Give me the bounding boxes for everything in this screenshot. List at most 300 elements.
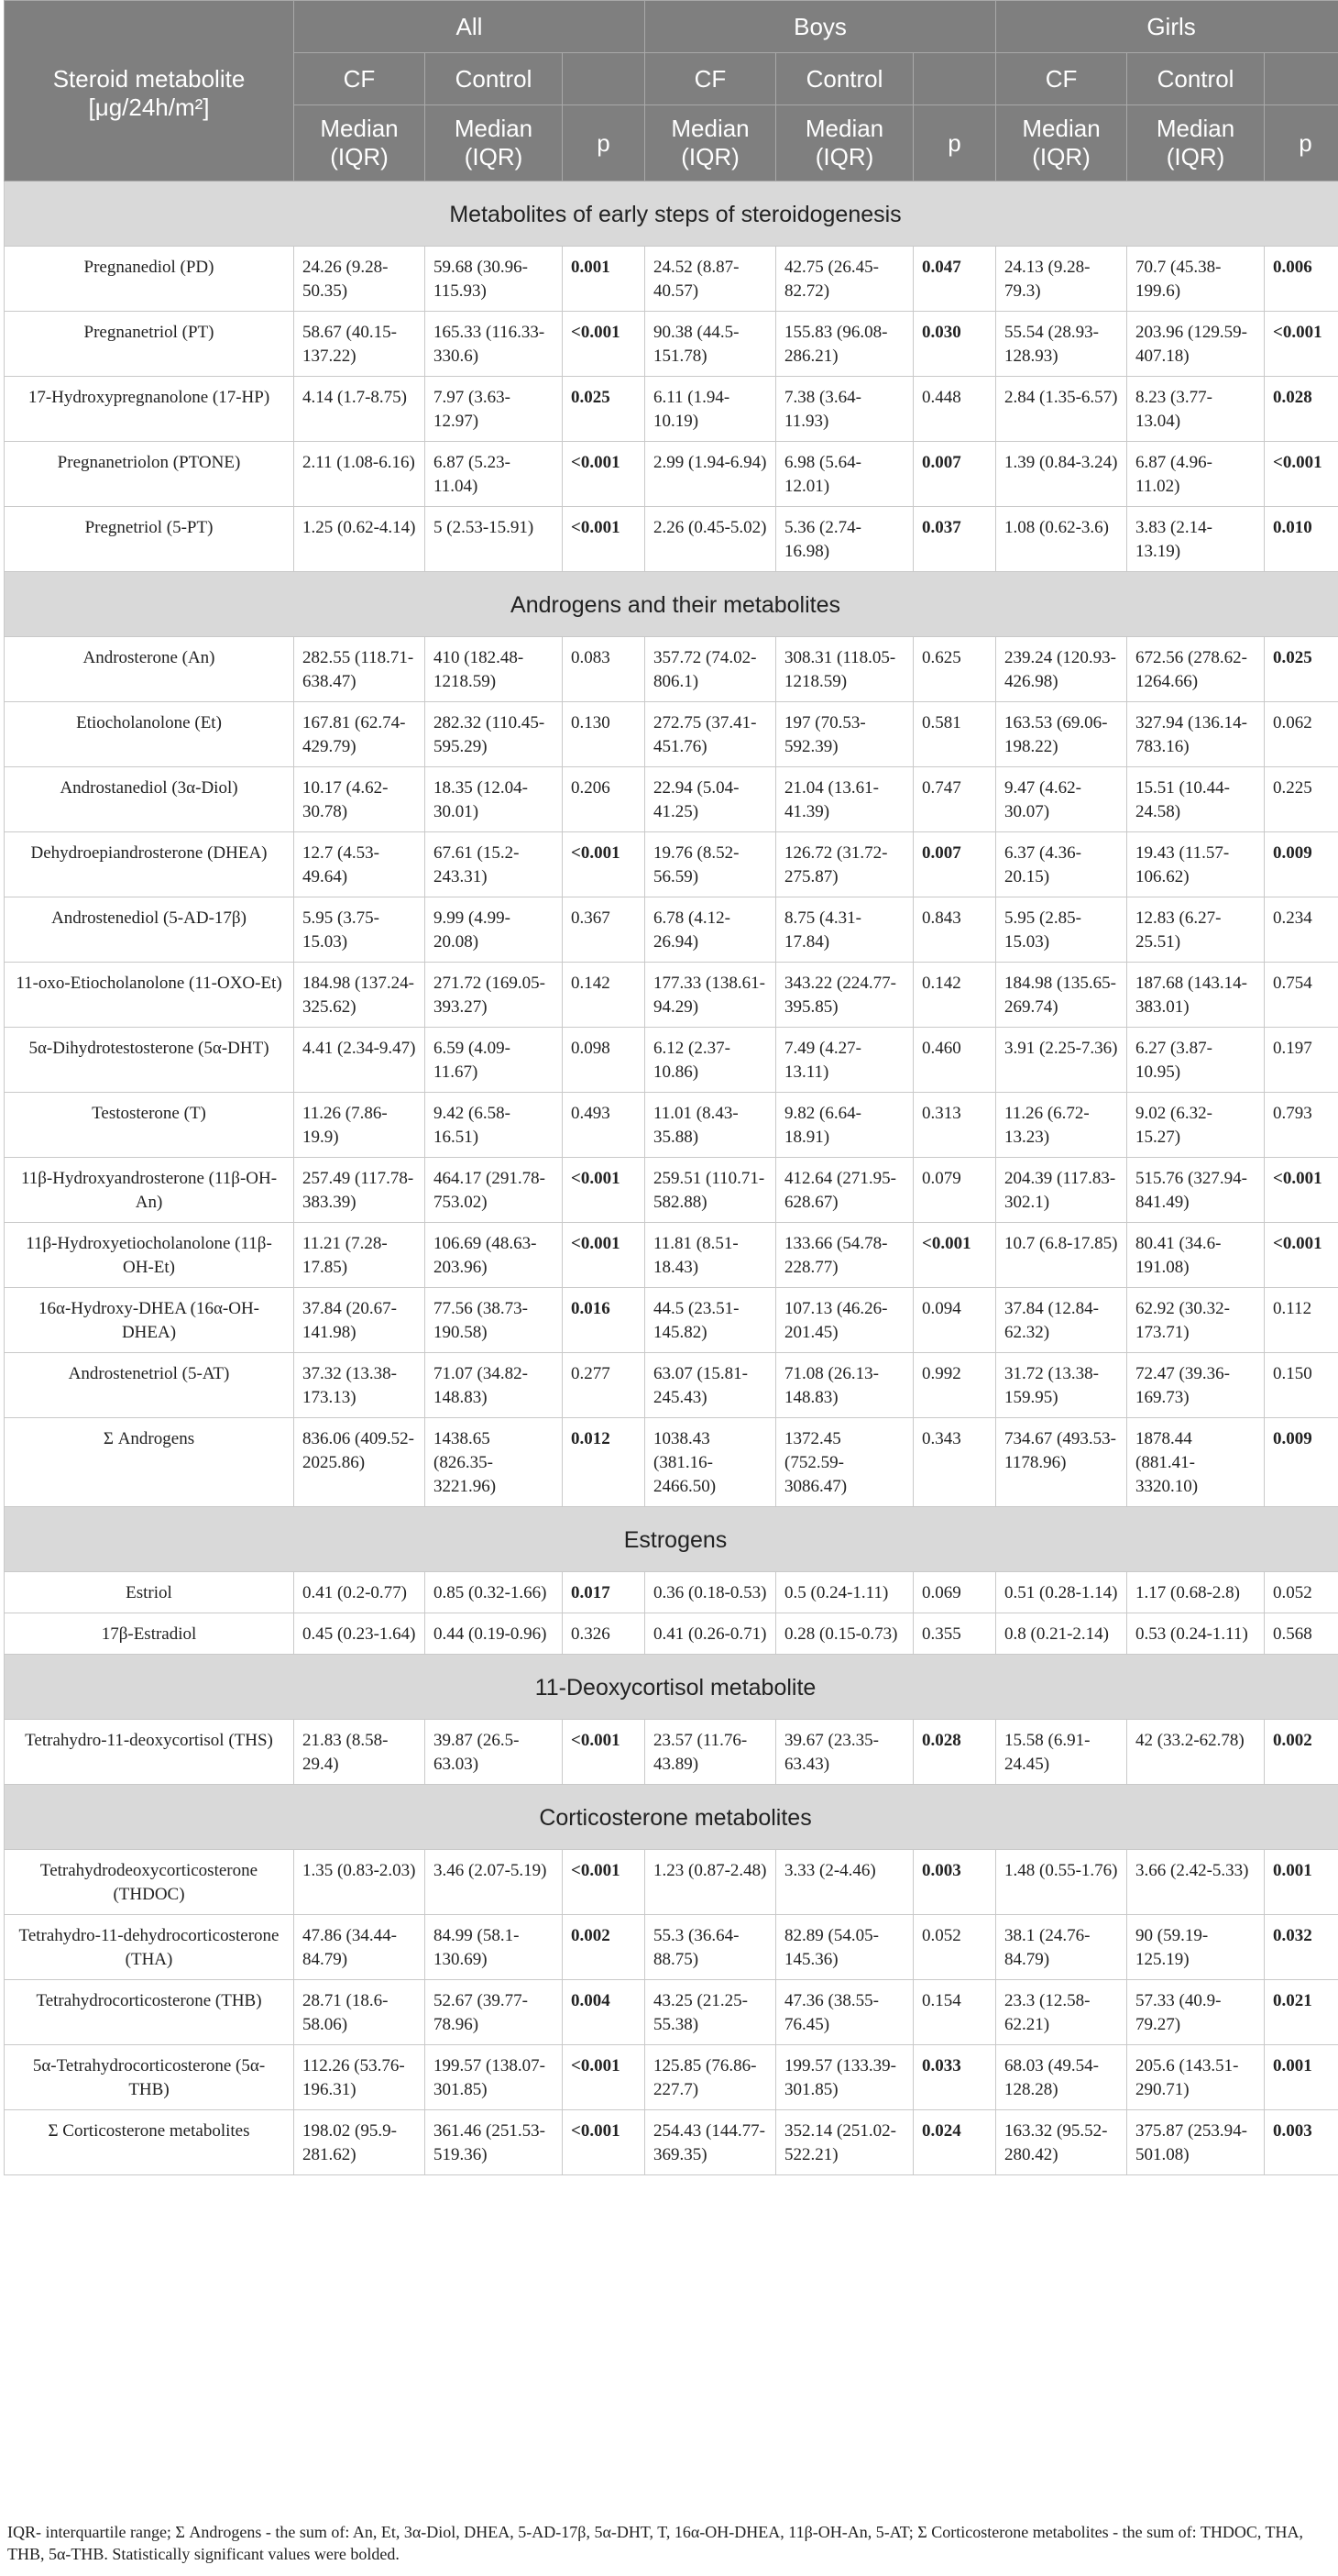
- median-iqr-all-cf: 1.35 (0.83-2.03): [294, 1850, 425, 1915]
- metabolite-name: Σ Corticosterone metabolites: [5, 2110, 294, 2175]
- median-iqr-girls-cf: 1.08 (0.62-3.6): [996, 507, 1127, 572]
- median-iqr-boys-cf: 19.76 (8.52-56.59): [645, 832, 776, 897]
- p-value-girls: 0.010: [1265, 507, 1338, 572]
- median-iqr-all-control: 6.59 (4.09-11.67): [425, 1028, 563, 1093]
- median-iqr-all-control: 464.17 (291.78-753.02): [425, 1158, 563, 1223]
- p-value-all: 0.004: [563, 1980, 645, 2045]
- p-value-all: 0.367: [563, 897, 645, 963]
- median-iqr-girls-cf: 23.3 (12.58-62.21): [996, 1980, 1127, 2045]
- median-iqr-all-control: 71.07 (34.82-148.83): [425, 1353, 563, 1418]
- metabolite-name: 17-Hydroxypregnanolone (17-HP): [5, 377, 294, 442]
- median-iqr-all-cf: 257.49 (117.78-383.39): [294, 1158, 425, 1223]
- median-iqr-all-cf: 58.67 (40.15-137.22): [294, 312, 425, 377]
- group-girls: Girls: [996, 1, 1338, 53]
- median-iqr-all-cf: 37.32 (13.38-173.13): [294, 1353, 425, 1418]
- median-iqr-girls-control: 1.17 (0.68-2.8): [1127, 1572, 1265, 1613]
- section-row: [5, 1785, 1338, 1850]
- table-row: [5, 1915, 1338, 1980]
- median-iqr-boys-control: 126.72 (31.72-275.87): [776, 832, 914, 897]
- median-iqr-boys-control: 7.49 (4.27-13.11): [776, 1028, 914, 1093]
- table-row: [5, 963, 1338, 1028]
- p-value-girls: 0.006: [1265, 247, 1338, 312]
- subgroup-blank: [914, 53, 996, 105]
- median-iqr-boys-control: 71.08 (26.13-148.83): [776, 1353, 914, 1418]
- median-iqr-boys-control: 133.66 (54.78-228.77): [776, 1223, 914, 1288]
- stat-label: Median (IQR): [996, 105, 1127, 182]
- median-iqr-girls-cf: 163.32 (95.52-280.42): [996, 2110, 1127, 2175]
- group-all: All: [294, 1, 645, 53]
- median-iqr-boys-control: 21.04 (13.61-41.39): [776, 767, 914, 832]
- median-iqr-boys-control: 155.83 (96.08-286.21): [776, 312, 914, 377]
- median-iqr-boys-cf: 1.23 (0.87-2.48): [645, 1850, 776, 1915]
- p-value-boys: 0.094: [914, 1288, 996, 1353]
- median-iqr-girls-cf: 24.13 (9.28-79.3): [996, 247, 1127, 312]
- median-iqr-girls-cf: 1.39 (0.84-3.24): [996, 442, 1127, 507]
- median-iqr-boys-cf: 6.78 (4.12-26.94): [645, 897, 776, 963]
- median-iqr-boys-control: 8.75 (4.31-17.84): [776, 897, 914, 963]
- p-value-girls: 0.568: [1265, 1613, 1338, 1655]
- median-iqr-girls-control: 19.43 (11.57-106.62): [1127, 832, 1265, 897]
- median-iqr-boys-control: 9.82 (6.64-18.91): [776, 1093, 914, 1158]
- median-iqr-girls-control: 90 (59.19-125.19): [1127, 1915, 1265, 1980]
- p-value-all: 0.277: [563, 1353, 645, 1418]
- metabolite-name: 5α-Tetrahydrocorticosterone (5α-THB): [5, 2045, 294, 2110]
- median-iqr-boys-cf: 11.81 (8.51-18.43): [645, 1223, 776, 1288]
- median-iqr-girls-cf: 15.58 (6.91-24.45): [996, 1720, 1127, 1785]
- median-iqr-boys-cf: 24.52 (8.87-40.57): [645, 247, 776, 312]
- median-iqr-girls-cf: 5.95 (2.85-15.03): [996, 897, 1127, 963]
- metabolite-name: Androstenediol (5-AD-17β): [5, 897, 294, 963]
- section-title: 11-Deoxycortisol metabolite: [5, 1655, 1338, 1720]
- table-row: [5, 832, 1338, 897]
- metabolite-name: Pregnanetriol (PT): [5, 312, 294, 377]
- median-iqr-girls-cf: 204.39 (117.83-302.1): [996, 1158, 1127, 1223]
- metabolite-name: Pregnetriol (5-PT): [5, 507, 294, 572]
- header-title: Steroid metabolite: [52, 65, 246, 93]
- table-row: [5, 442, 1338, 507]
- median-iqr-girls-control: 80.41 (34.6-191.08): [1127, 1223, 1265, 1288]
- median-iqr-all-cf: 282.55 (118.71-638.47): [294, 637, 425, 702]
- median-iqr-girls-control: 1878.44 (881.41-3320.10): [1127, 1418, 1265, 1507]
- median-iqr-boys-cf: 90.38 (44.5-151.78): [645, 312, 776, 377]
- median-iqr-girls-control: 12.83 (6.27-25.51): [1127, 897, 1265, 963]
- p-value-all: 0.017: [563, 1572, 645, 1613]
- p-value-boys: 0.448: [914, 377, 996, 442]
- median-iqr-boys-cf: 0.41 (0.26-0.71): [645, 1613, 776, 1655]
- median-iqr-girls-cf: 6.37 (4.36-20.15): [996, 832, 1127, 897]
- p-label: p: [914, 105, 996, 182]
- median-iqr-girls-control: 3.66 (2.42-5.33): [1127, 1850, 1265, 1915]
- median-iqr-girls-cf: 31.72 (13.38-159.95): [996, 1353, 1127, 1418]
- median-iqr-all-control: 410 (182.48-1218.59): [425, 637, 563, 702]
- median-iqr-boys-cf: 259.51 (110.71-582.88): [645, 1158, 776, 1223]
- median-iqr-boys-cf: 1038.43 (381.16-2466.50): [645, 1418, 776, 1507]
- median-iqr-boys-cf: 2.99 (1.94-6.94): [645, 442, 776, 507]
- median-iqr-all-cf: 167.81 (62.74-429.79): [294, 702, 425, 767]
- median-iqr-all-control: 5 (2.53-15.91): [425, 507, 563, 572]
- p-value-girls: 0.003: [1265, 2110, 1338, 2175]
- median-iqr-girls-control: 62.92 (30.32-173.71): [1127, 1288, 1265, 1353]
- header-unit: [μg/24h/m²]: [88, 94, 210, 121]
- median-iqr-all-cf: 1.25 (0.62-4.14): [294, 507, 425, 572]
- median-iqr-all-control: 7.97 (3.63-12.97): [425, 377, 563, 442]
- p-value-all: <0.001: [563, 2110, 645, 2175]
- p-value-boys: 0.052: [914, 1915, 996, 1980]
- p-value-boys: 0.460: [914, 1028, 996, 1093]
- median-iqr-boys-control: 7.38 (3.64-11.93): [776, 377, 914, 442]
- table-row: [5, 507, 1338, 572]
- p-value-all: <0.001: [563, 442, 645, 507]
- p-value-girls: 0.021: [1265, 1980, 1338, 2045]
- p-value-all: <0.001: [563, 832, 645, 897]
- median-iqr-all-cf: 5.95 (3.75-15.03): [294, 897, 425, 963]
- stat-label: Median (IQR): [425, 105, 563, 182]
- median-iqr-all-control: 39.87 (26.5-63.03): [425, 1720, 563, 1785]
- median-iqr-all-cf: 198.02 (95.9-281.62): [294, 2110, 425, 2175]
- median-iqr-boys-control: 308.31 (118.05-1218.59): [776, 637, 914, 702]
- p-value-all: 0.016: [563, 1288, 645, 1353]
- p-value-all: 0.142: [563, 963, 645, 1028]
- stat-label: Median (IQR): [645, 105, 776, 182]
- p-value-boys: 0.581: [914, 702, 996, 767]
- section-title: Corticosterone metabolites: [5, 1785, 1338, 1850]
- median-iqr-all-cf: 21.83 (8.58-29.4): [294, 1720, 425, 1785]
- p-value-boys: 0.030: [914, 312, 996, 377]
- median-iqr-all-control: 271.72 (169.05-393.27): [425, 963, 563, 1028]
- median-iqr-girls-cf: 38.1 (24.76-84.79): [996, 1915, 1127, 1980]
- table-row: [5, 897, 1338, 963]
- median-iqr-girls-control: 203.96 (129.59-407.18): [1127, 312, 1265, 377]
- metabolite-name: 16α-Hydroxy-DHEA (16α-OH-DHEA): [5, 1288, 294, 1353]
- table-row: [5, 1980, 1338, 2045]
- median-iqr-all-control: 282.32 (110.45-595.29): [425, 702, 563, 767]
- subgroup-cf: CF: [294, 53, 425, 105]
- p-value-boys: 0.079: [914, 1158, 996, 1223]
- metabolite-name: 11-oxo-Etiocholanolone (11-OXO-Et): [5, 963, 294, 1028]
- median-iqr-all-cf: 47.86 (34.44-84.79): [294, 1915, 425, 1980]
- p-label: p: [563, 105, 645, 182]
- median-iqr-all-control: 165.33 (116.33-330.6): [425, 312, 563, 377]
- median-iqr-girls-control: 0.53 (0.24-1.11): [1127, 1613, 1265, 1655]
- median-iqr-all-control: 0.44 (0.19-0.96): [425, 1613, 563, 1655]
- median-iqr-boys-cf: 44.5 (23.51-145.82): [645, 1288, 776, 1353]
- median-iqr-girls-cf: 0.51 (0.28-1.14): [996, 1572, 1127, 1613]
- metabolite-name: Pregnanediol (PD): [5, 247, 294, 312]
- median-iqr-boys-cf: 6.12 (2.37-10.86): [645, 1028, 776, 1093]
- subgroup-blank: [1265, 53, 1338, 105]
- metabolite-name: Etiocholanolone (Et): [5, 702, 294, 767]
- steroid-metabolite-table: [4, 0, 1338, 2175]
- median-iqr-boys-cf: 23.57 (11.76-43.89): [645, 1720, 776, 1785]
- median-iqr-girls-control: 6.87 (4.96-11.02): [1127, 442, 1265, 507]
- p-value-girls: <0.001: [1265, 1223, 1338, 1288]
- stat-label: Median (IQR): [294, 105, 425, 182]
- median-iqr-all-cf: 836.06 (409.52-2025.86): [294, 1418, 425, 1507]
- median-iqr-girls-cf: 1.48 (0.55-1.76): [996, 1850, 1127, 1915]
- p-value-all: <0.001: [563, 1223, 645, 1288]
- median-iqr-boys-cf: 357.72 (74.02-806.1): [645, 637, 776, 702]
- section-title: Metabolites of early steps of steroidogenesis: [5, 182, 1338, 247]
- stat-label: Median (IQR): [1127, 105, 1265, 182]
- median-iqr-girls-control: 57.33 (40.9-79.27): [1127, 1980, 1265, 2045]
- metabolite-name: Tetrahydrocorticosterone (THB): [5, 1980, 294, 2045]
- median-iqr-all-control: 9.99 (4.99-20.08): [425, 897, 563, 963]
- metabolite-name: 11β-Hydroxyetiocholanolone (11β-OH-Et): [5, 1223, 294, 1288]
- median-iqr-girls-control: 70.7 (45.38-199.6): [1127, 247, 1265, 312]
- median-iqr-girls-cf: 10.7 (6.8-17.85): [996, 1223, 1127, 1288]
- median-iqr-all-control: 0.85 (0.32-1.66): [425, 1572, 563, 1613]
- metabolite-name: Androsterone (An): [5, 637, 294, 702]
- p-value-girls: 0.009: [1265, 1418, 1338, 1507]
- p-value-girls: 0.754: [1265, 963, 1338, 1028]
- p-value-girls: 0.112: [1265, 1288, 1338, 1353]
- median-iqr-all-cf: 2.11 (1.08-6.16): [294, 442, 425, 507]
- table-row: [5, 312, 1338, 377]
- median-iqr-boys-control: 0.5 (0.24-1.11): [776, 1572, 914, 1613]
- metabolite-name: Androstanediol (3α-Diol): [5, 767, 294, 832]
- metabolite-name: 11β-Hydroxyandrosterone (11β-OH-An): [5, 1158, 294, 1223]
- median-iqr-boys-control: 3.33 (2-4.46): [776, 1850, 914, 1915]
- median-iqr-all-cf: 4.41 (2.34-9.47): [294, 1028, 425, 1093]
- table-footnote: IQR- interquartile range; Σ Androgens - the sum of: An, Et, 3α-Diol, DHEA, 5-AD-17β, 5α-DHT, T, 16α-OH-DHEA, 11β-OH-An, 5-AT; Σ Corticosterone metabolites - the sum of: THDOC, THA, THB, 5α-THB. Statistically significant values were bolded.: [7, 2523, 1303, 2563]
- p-value-all: <0.001: [563, 507, 645, 572]
- section-row: [5, 1655, 1338, 1720]
- table-row: [5, 1028, 1338, 1093]
- p-value-all: 0.098: [563, 1028, 645, 1093]
- subgroup-blank: [563, 53, 645, 105]
- section-title: Estrogens: [5, 1507, 1338, 1572]
- metabolite-name: Estriol: [5, 1572, 294, 1613]
- median-iqr-girls-cf: 734.67 (493.53-1178.96): [996, 1418, 1127, 1507]
- median-iqr-all-control: 3.46 (2.07-5.19): [425, 1850, 563, 1915]
- median-iqr-boys-cf: 43.25 (21.25-55.38): [645, 1980, 776, 2045]
- p-value-all: <0.001: [563, 1850, 645, 1915]
- p-value-all: <0.001: [563, 1720, 645, 1785]
- median-iqr-girls-cf: 37.84 (12.84-62.32): [996, 1288, 1127, 1353]
- median-iqr-boys-cf: 272.75 (37.41-451.76): [645, 702, 776, 767]
- median-iqr-boys-control: 199.57 (133.39-301.85): [776, 2045, 914, 2110]
- table-row: [5, 1353, 1338, 1418]
- median-iqr-girls-cf: 11.26 (6.72-13.23): [996, 1093, 1127, 1158]
- median-iqr-all-cf: 0.41 (0.2-0.77): [294, 1572, 425, 1613]
- table-row: [5, 1288, 1338, 1353]
- p-value-boys: 0.069: [914, 1572, 996, 1613]
- p-value-girls: 0.793: [1265, 1093, 1338, 1158]
- p-value-boys: 0.028: [914, 1720, 996, 1785]
- subgroup-cf: CF: [645, 53, 776, 105]
- median-iqr-girls-cf: 0.8 (0.21-2.14): [996, 1613, 1127, 1655]
- table-row: [5, 1572, 1338, 1613]
- median-iqr-all-control: 361.46 (251.53-519.36): [425, 2110, 563, 2175]
- median-iqr-all-control: 77.56 (38.73-190.58): [425, 1288, 563, 1353]
- p-value-boys: 0.003: [914, 1850, 996, 1915]
- p-value-girls: 0.001: [1265, 2045, 1338, 2110]
- p-value-all: <0.001: [563, 2045, 645, 2110]
- p-value-all: 0.012: [563, 1418, 645, 1507]
- median-iqr-boys-cf: 6.11 (1.94-10.19): [645, 377, 776, 442]
- median-iqr-all-control: 9.42 (6.58-16.51): [425, 1093, 563, 1158]
- table-row: [5, 767, 1338, 832]
- metabolite-name: Dehydroepiandrosterone (DHEA): [5, 832, 294, 897]
- p-value-all: 0.025: [563, 377, 645, 442]
- median-iqr-boys-control: 1372.45 (752.59-3086.47): [776, 1418, 914, 1507]
- p-value-boys: 0.154: [914, 1980, 996, 2045]
- table-row: [5, 1093, 1338, 1158]
- median-iqr-boys-control: 343.22 (224.77-395.85): [776, 963, 914, 1028]
- metabolite-name: Σ Androgens: [5, 1418, 294, 1507]
- median-iqr-all-control: 106.69 (48.63-203.96): [425, 1223, 563, 1288]
- median-iqr-boys-cf: 254.43 (144.77-369.35): [645, 2110, 776, 2175]
- median-iqr-all-control: 67.61 (15.2-243.31): [425, 832, 563, 897]
- median-iqr-all-control: 6.87 (5.23-11.04): [425, 442, 563, 507]
- median-iqr-boys-cf: 63.07 (15.81-245.43): [645, 1353, 776, 1418]
- p-value-all: 0.002: [563, 1915, 645, 1980]
- section-title: Androgens and their metabolites: [5, 572, 1338, 637]
- p-value-girls: 0.062: [1265, 702, 1338, 767]
- section-row: [5, 1507, 1338, 1572]
- p-label: p: [1265, 105, 1338, 182]
- median-iqr-boys-cf: 177.33 (138.61-94.29): [645, 963, 776, 1028]
- median-iqr-boys-control: 47.36 (38.55-76.45): [776, 1980, 914, 2045]
- median-iqr-girls-cf: 55.54 (28.93-128.93): [996, 312, 1127, 377]
- median-iqr-girls-control: 3.83 (2.14-13.19): [1127, 507, 1265, 572]
- median-iqr-all-cf: 28.71 (18.6-58.06): [294, 1980, 425, 2045]
- median-iqr-all-cf: 11.26 (7.86-19.9): [294, 1093, 425, 1158]
- header-corner: [5, 1, 294, 182]
- p-value-girls: 0.032: [1265, 1915, 1338, 1980]
- median-iqr-boys-control: 0.28 (0.15-0.73): [776, 1613, 914, 1655]
- p-value-all: 0.326: [563, 1613, 645, 1655]
- metabolite-name: Tetrahydro-11-dehydrocorticosterone (THA): [5, 1915, 294, 1980]
- metabolite-name: Tetrahydrodeoxycorticosterone (THDOC): [5, 1850, 294, 1915]
- median-iqr-girls-control: 327.94 (136.14-783.16): [1127, 702, 1265, 767]
- median-iqr-girls-cf: 3.91 (2.25-7.36): [996, 1028, 1127, 1093]
- p-value-girls: <0.001: [1265, 442, 1338, 507]
- median-iqr-girls-control: 9.02 (6.32-15.27): [1127, 1093, 1265, 1158]
- median-iqr-girls-control: 672.56 (278.62-1264.66): [1127, 637, 1265, 702]
- p-value-girls: 0.234: [1265, 897, 1338, 963]
- p-value-girls: 0.197: [1265, 1028, 1338, 1093]
- table-row: [5, 637, 1338, 702]
- median-iqr-girls-cf: 163.53 (69.06-198.22): [996, 702, 1127, 767]
- table-row: [5, 1720, 1338, 1785]
- p-value-boys: 0.037: [914, 507, 996, 572]
- p-value-girls: 0.009: [1265, 832, 1338, 897]
- median-iqr-girls-control: 15.51 (10.44-24.58): [1127, 767, 1265, 832]
- table-row: [5, 1850, 1338, 1915]
- metabolite-name: 5α-Dihydrotestosterone (5α-DHT): [5, 1028, 294, 1093]
- median-iqr-girls-control: 6.27 (3.87-10.95): [1127, 1028, 1265, 1093]
- median-iqr-boys-control: 412.64 (271.95-628.67): [776, 1158, 914, 1223]
- subgroup-cf: CF: [996, 53, 1127, 105]
- p-value-boys: 0.747: [914, 767, 996, 832]
- p-value-boys: <0.001: [914, 1223, 996, 1288]
- median-iqr-boys-control: 197 (70.53-592.39): [776, 702, 914, 767]
- p-value-boys: 0.007: [914, 832, 996, 897]
- median-iqr-all-control: 1438.65 (826.35-3221.96): [425, 1418, 563, 1507]
- p-value-girls: 0.052: [1265, 1572, 1338, 1613]
- metabolite-name: Androstenetriol (5-AT): [5, 1353, 294, 1418]
- median-iqr-boys-control: 352.14 (251.02-522.21): [776, 2110, 914, 2175]
- metabolite-name: 17β-Estradiol: [5, 1613, 294, 1655]
- median-iqr-all-control: 52.67 (39.77-78.96): [425, 1980, 563, 2045]
- median-iqr-boys-cf: 11.01 (8.43-35.88): [645, 1093, 776, 1158]
- p-value-boys: 0.843: [914, 897, 996, 963]
- table-body: [5, 182, 1338, 2175]
- table-row: [5, 247, 1338, 312]
- median-iqr-boys-control: 6.98 (5.64-12.01): [776, 442, 914, 507]
- stat-label: Median (IQR): [776, 105, 914, 182]
- p-value-girls: 0.028: [1265, 377, 1338, 442]
- p-value-all: 0.001: [563, 247, 645, 312]
- median-iqr-boys-control: 39.67 (23.35-63.43): [776, 1720, 914, 1785]
- median-iqr-boys-control: 107.13 (46.26-201.45): [776, 1288, 914, 1353]
- table-row: [5, 2045, 1338, 2110]
- p-value-girls: 0.002: [1265, 1720, 1338, 1785]
- median-iqr-girls-control: 72.47 (39.36-169.73): [1127, 1353, 1265, 1418]
- median-iqr-all-cf: 0.45 (0.23-1.64): [294, 1613, 425, 1655]
- median-iqr-girls-cf: 68.03 (49.54-128.28): [996, 2045, 1127, 2110]
- median-iqr-girls-control: 205.6 (143.51-290.71): [1127, 2045, 1265, 2110]
- median-iqr-all-cf: 4.14 (1.7-8.75): [294, 377, 425, 442]
- subgroup-control: Control: [425, 53, 563, 105]
- median-iqr-girls-cf: 184.98 (135.65-269.74): [996, 963, 1127, 1028]
- p-value-girls: 0.225: [1265, 767, 1338, 832]
- median-iqr-all-cf: 10.17 (4.62-30.78): [294, 767, 425, 832]
- p-value-boys: 0.047: [914, 247, 996, 312]
- table-row: [5, 702, 1338, 767]
- subgroup-control: Control: [1127, 53, 1265, 105]
- p-value-all: 0.493: [563, 1093, 645, 1158]
- median-iqr-all-cf: 24.26 (9.28-50.35): [294, 247, 425, 312]
- median-iqr-girls-cf: 9.47 (4.62-30.07): [996, 767, 1127, 832]
- median-iqr-boys-cf: 125.85 (76.86-227.7): [645, 2045, 776, 2110]
- p-value-girls: 0.150: [1265, 1353, 1338, 1418]
- median-iqr-girls-control: 515.76 (327.94-841.49): [1127, 1158, 1265, 1223]
- subgroup-control: Control: [776, 53, 914, 105]
- p-value-boys: 0.007: [914, 442, 996, 507]
- table-row: [5, 1613, 1338, 1655]
- median-iqr-boys-control: 82.89 (54.05-145.36): [776, 1915, 914, 1980]
- p-value-all: 0.130: [563, 702, 645, 767]
- p-value-all: 0.083: [563, 637, 645, 702]
- median-iqr-boys-cf: 55.3 (36.64-88.75): [645, 1915, 776, 1980]
- median-iqr-all-control: 199.57 (138.07-301.85): [425, 2045, 563, 2110]
- median-iqr-all-control: 18.35 (12.04-30.01): [425, 767, 563, 832]
- median-iqr-all-cf: 12.7 (4.53-49.64): [294, 832, 425, 897]
- p-value-boys: 0.033: [914, 2045, 996, 2110]
- table-header: [5, 1, 1338, 182]
- p-value-boys: 0.313: [914, 1093, 996, 1158]
- median-iqr-girls-cf: 2.84 (1.35-6.57): [996, 377, 1127, 442]
- p-value-girls: <0.001: [1265, 1158, 1338, 1223]
- median-iqr-girls-cf: 239.24 (120.93-426.98): [996, 637, 1127, 702]
- p-value-girls: 0.025: [1265, 637, 1338, 702]
- p-value-girls: 0.001: [1265, 1850, 1338, 1915]
- median-iqr-all-control: 59.68 (30.96-115.93): [425, 247, 563, 312]
- median-iqr-all-cf: 37.84 (20.67-141.98): [294, 1288, 425, 1353]
- median-iqr-boys-cf: 2.26 (0.45-5.02): [645, 507, 776, 572]
- metabolite-name: Testosterone (T): [5, 1093, 294, 1158]
- median-iqr-girls-control: 42 (33.2-62.78): [1127, 1720, 1265, 1785]
- median-iqr-boys-control: 5.36 (2.74-16.98): [776, 507, 914, 572]
- table-row: [5, 2110, 1338, 2175]
- metabolite-name: Pregnanetriolon (PTONE): [5, 442, 294, 507]
- p-value-boys: 0.142: [914, 963, 996, 1028]
- median-iqr-boys-cf: 22.94 (5.04-41.25): [645, 767, 776, 832]
- section-row: [5, 182, 1338, 247]
- median-iqr-all-cf: 11.21 (7.28-17.85): [294, 1223, 425, 1288]
